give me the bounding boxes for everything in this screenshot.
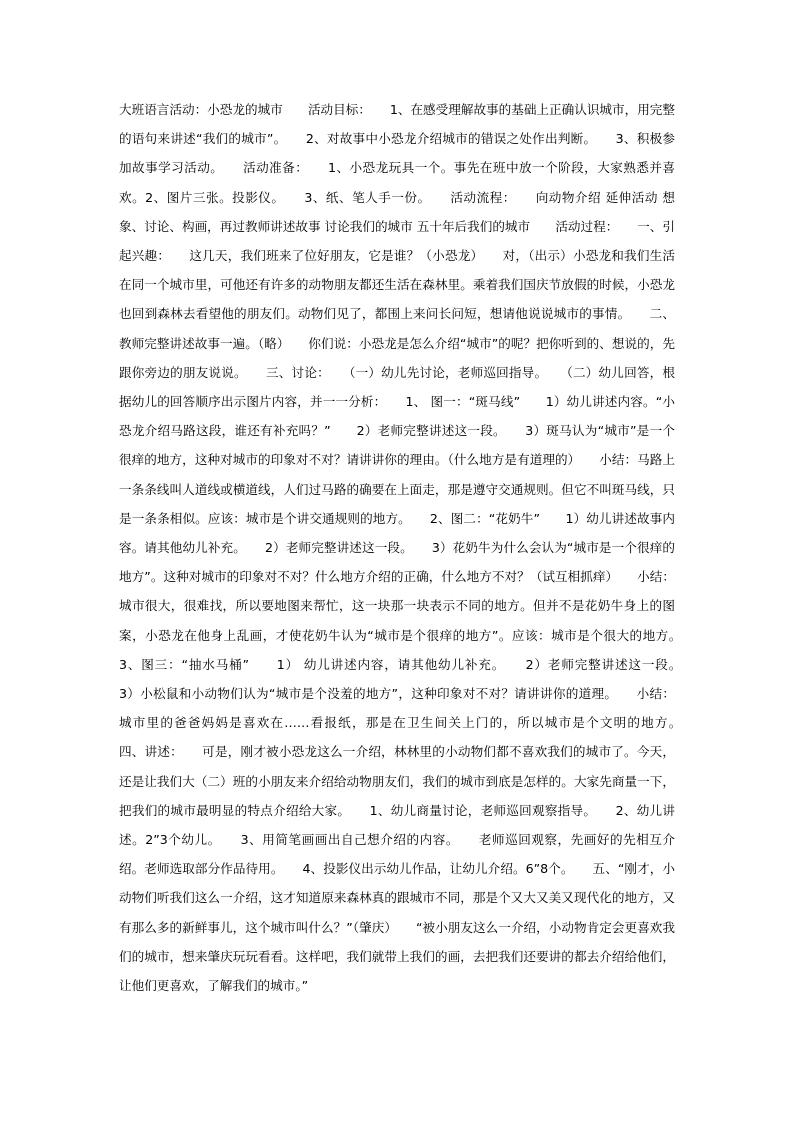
document-body-text: 大班语言活动：小恐龙的城市 活动目标： 1、在感受理解故事的基础上正确认识城市，用完整的语句来讲述“我们的城市”。 2、对故事中小恐龙介绍城市的错误之处作出判断。 3、积极参加故事学习活动。 活动准备： 1、小恐龙玩具一个。事先在班中放一个阶段，大家熟悉并喜欢。2、图片三张。投影仪。 3、纸、笔人手一份。 活动流程： 向动物介绍 延伸活动 想象、讨论、构画，再过教师讲述故事 讨论我们的城市 五十年后我们的城市 活动过程： 一、引起兴趣： 这几天，我们班来了位好朋友，它是谁？（小恐龙） 对，（出示）小恐龙和我们生活在同一个城市里，可他还有许多的动物朋友都还生活在森林里。乘着我们国庆节放假的时候，小恐龙也回到森林去看望他的朋友们。动物们见了，都围上来问长问短，想请他说说城市的事情。 二、教师完整讲述故事一遍。（略） 你们说：小恐龙是怎么介绍“城市”的呢？把你听到的、想说的，先跟你旁边的朋友说说。 三、讨论： （一）幼儿先讨论，老师巡回指导。 （二）幼儿回答，根据幼儿的回答顺序出示图片内容，并一一分析： 1、 图一：“斑马线” 1）幼儿讲述内容。“小恐龙介绍马路这段，谁还有补充吗？” 2）老师完整讲述这一段。 3）斑马认为“城市”是一个很痒的地方，这种对城市的印象对不对？请讲讲你的理由。（什么地方是有道理的） 小结：马路上一条条线叫人道线或横道线，人们过马路的确要在上面走，那是遵守交通规则。但它不叫斑马线，只是一条条相似。应该：城市是个讲交通规则的地方。 2、图二：“花奶牛” 1）幼儿讲述故事内容。请其他幼儿补充。 2）老师完整讲述这一段。 3）花奶牛为什么会认为“城市是一个很痒的地方”。这种对城市的印象对不对？什么地方介绍的正确，什么地方不对？（试互相抓痒） 小结：城市很大，很难找，所以要地图来帮忙，这一块那一块表示不同的地方。但并不是花奶牛身上的图案，小恐龙在他身上乱画，才使花奶牛认为“城市是个很痒的地方”。应该：城市是个很大的地方。 3、图三：“抽水马桶” 1） 幼儿讲述内容，请其他幼儿补充。 2）老师完整讲述这一段。 3）小松鼠和小动物们认为“城市是个没羞的地方”，这种印象对不对？请讲讲你的道理。 小结：城市里的爸爸妈妈是喜欢在……看报纸，那是在卫生间关上门的，所以城市是个文明的地方。 四、讲述： 可是，刚才被小恐龙这么一介绍，林林里的小动物们都不喜欢我们的城市了。今天，还是让我们大（二）班的小朋友来介绍给动物朋友们，我们的城市到底是怎样的。大家先商量一下，把我们的城市最明显的特点介绍给大家。 1、幼儿商量讨论，老师巡回观察指导。 2、幼儿讲述。2”3个幼儿。 3、用简笔画画出自己想介绍的内容。 老师巡回观察，先画好的先相互介绍。老师选取部分作品待用。 4、投影仪出示幼儿作品，让幼儿介绍。6”8个。 五、“刚才，小动物们听我们这么一介绍，这才知道原来森林真的跟城市不同，那是个又大又美又现代化的地方，又有那么多的新鲜事儿，这个城市叫什么？”（肇庆） “被小朋友这么一介绍，小动物肯定会更喜欢我们的城市，想来肇庆玩玩看看。这样吧，我们就带上我们的画，去把我们还要讲的都去介绍给他们，让他们更喜欢，了解我们的城市。” [119, 102, 701, 994]
